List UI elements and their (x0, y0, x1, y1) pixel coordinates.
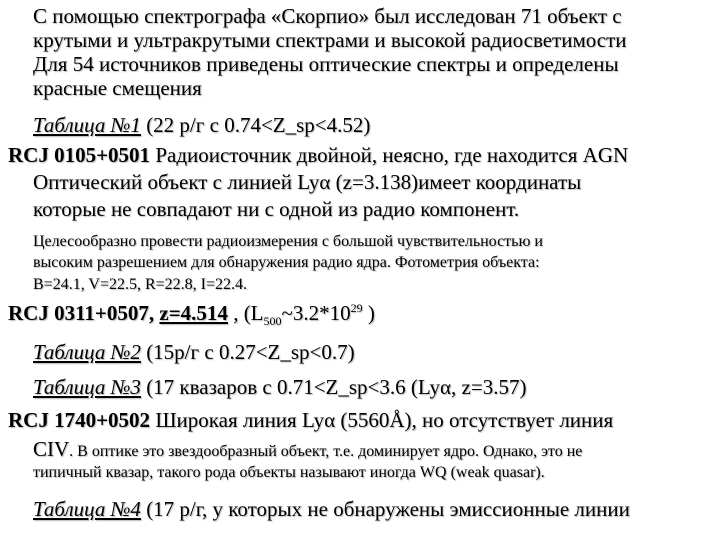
rcj1740-note-1: . В оптике это звездообразный объект, т.е. доминирует ядро. Однако, это не (69, 443, 583, 460)
rcj1740-name: RCJ 1740+0502 (8, 408, 151, 432)
rcj0105-line-3: которые не совпадают ни с одной из радио компонент. (33, 197, 520, 221)
rcj0311-z: z=4.514 (159, 301, 228, 325)
table3-line (33, 375, 526, 399)
table3-text: (17 квазаров с 0.71<Z_sp<3.6 (Lyα, z=3.57) (140, 375, 527, 399)
rcj1740-heading (8, 408, 613, 432)
rcj0105-note-1: Целесообразно провести радиоизмерения с большой чувствительностью и (33, 233, 543, 250)
intro-line-4: красные смещения (33, 76, 202, 100)
rcj1740-note-2: типичный квазар, такого рода объекты называют иногда WQ (weak quasar). (33, 464, 545, 481)
rcj0105-line-2: Оптический объект с линией Lyα (z=3.138)имеет координаты (33, 170, 582, 194)
rcj1740-line-2 (33, 437, 582, 461)
rcj0311-sep: , (148, 301, 160, 325)
table4-text: (17 р/г, у которых не обнаружены эмиссионные линии (140, 497, 630, 521)
rcj0311-mid: ~3.2*10 (281, 301, 351, 325)
intro-line-2: крутыми и ультракрутыми спектрами и высокой радиосветимости (33, 28, 627, 52)
rcj0105-note-3: B=24.1, V=22.5, R=22.8, I=22.4. (33, 276, 248, 293)
rcj0105-note-2: высоким разрешением для обнаружения радио ядра. Фотометрия объекта: (33, 254, 540, 271)
rcj0311-sup: 29 (350, 301, 363, 315)
table4-line (33, 497, 630, 521)
table3-label: Таблица №3 (33, 375, 141, 399)
rcj1740-civ: CIV (33, 437, 70, 461)
table2-line (33, 340, 355, 364)
rcj1740-text: Широкая линия Lyα (5560Å), но отсутствует линия (150, 408, 614, 432)
table1-label: Таблица №1 (33, 113, 141, 137)
table2-label: Таблица №2 (33, 340, 141, 364)
rcj0311-heading (8, 301, 375, 329)
rcj0311-paren-open: , (L (227, 301, 264, 325)
table2-text: (15р/г с 0.27<Z_sp<0.7) (140, 340, 355, 364)
rcj0105-heading (8, 143, 628, 167)
rcj0311-paren-close: ) (362, 301, 375, 325)
intro-line-1: С помощью спектрографа «Скорпио» был исследован 71 объект с (33, 4, 622, 28)
rcj0105-text: Радиоисточник двойной, неясно, где находится AGN (150, 143, 629, 167)
rcj0311-sub: 500 (263, 314, 282, 329)
intro-line-3: Для 54 источников приведены оптические спектры и определены (33, 52, 619, 76)
table1-text: (22 р/г с 0.74<Z_sp<4.52) (140, 113, 371, 137)
rcj0311-name: RCJ 0311+0507 (8, 301, 149, 325)
rcj0105-name: RCJ 0105+0501 (8, 143, 151, 167)
table1-line (33, 113, 370, 137)
table4-label: Таблица №4 (33, 497, 141, 521)
